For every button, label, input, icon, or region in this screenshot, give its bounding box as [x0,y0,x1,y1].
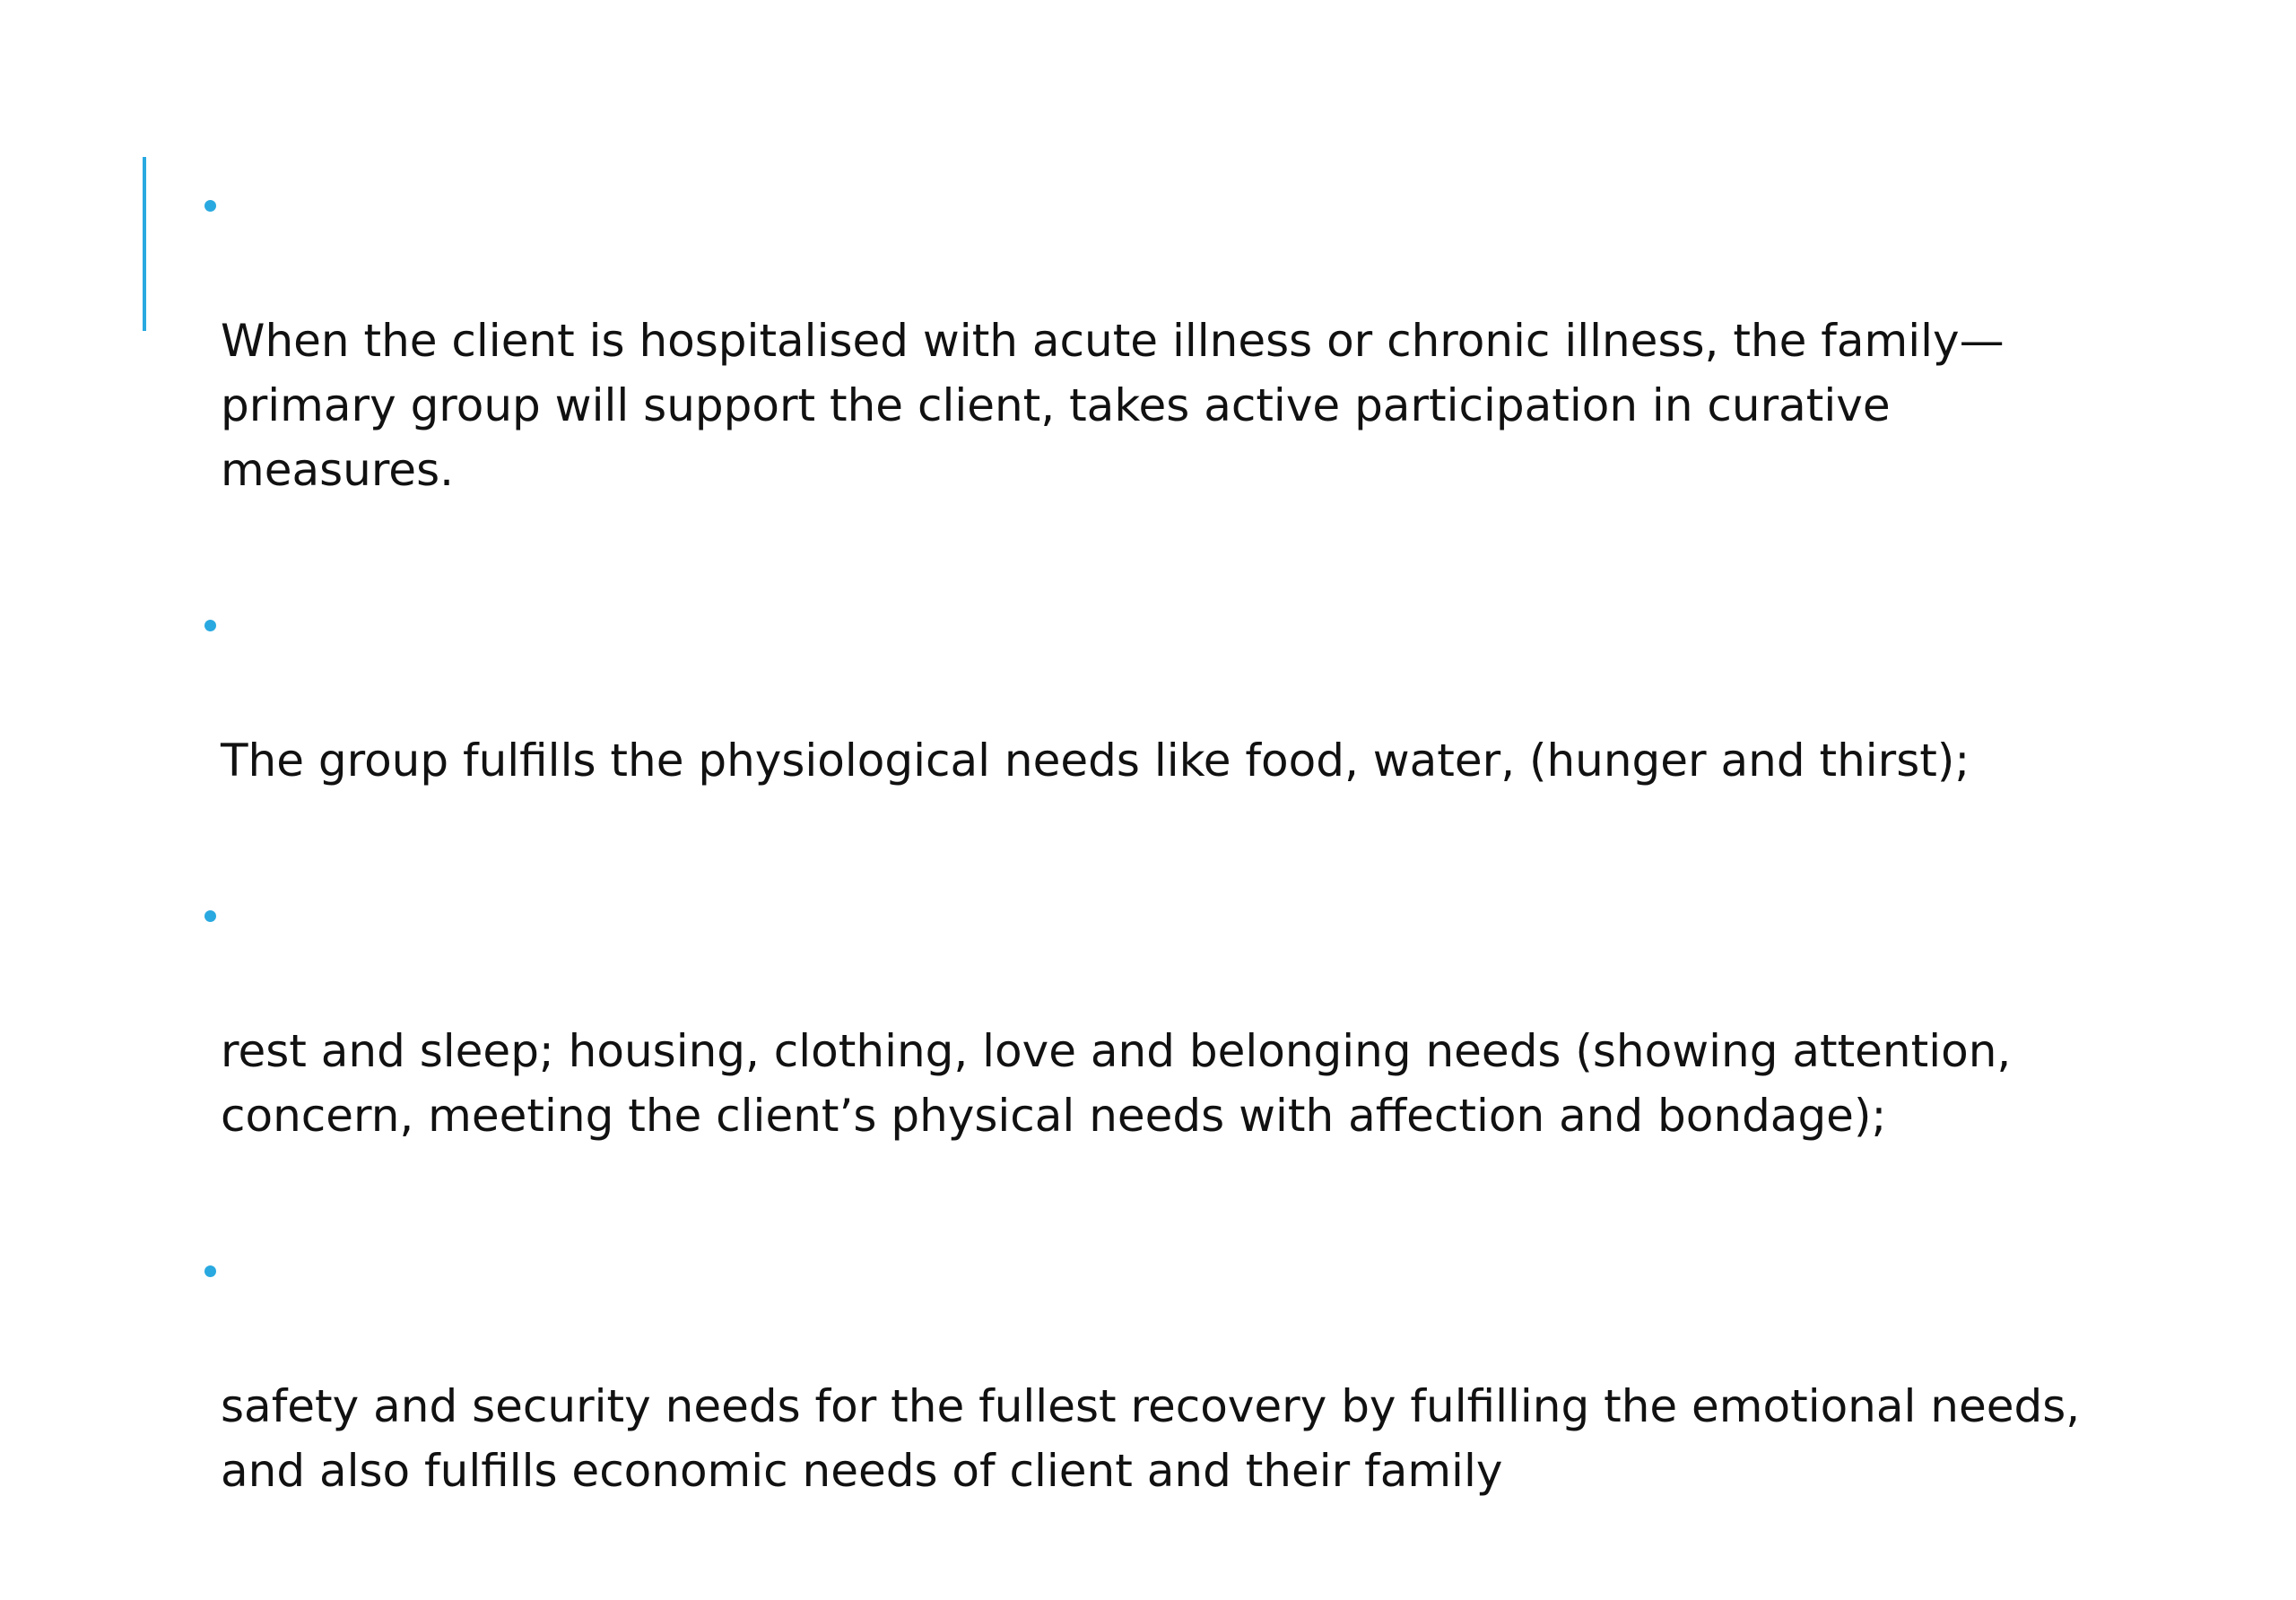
bullet-text: safety and security needs for the fullest recovery by fulfilling the emotional needs, and also fulfills economic needs of client and their family [221,1380,2081,1497]
bullet-item [204,599,2097,857]
bullet-text: When the client is hospitalised with acute illness or chronic illness, the family— primary group will support the client, takes active participation in curative measures. [221,315,2005,496]
bullet-dot-icon [204,620,216,631]
bullet-item [204,1245,2097,1568]
accent-bar [143,157,146,331]
bullet-dot-icon [204,1265,216,1277]
bullet-text: rest and sleep; housing, clothing, love and belonging needs (showing attention, concern, meeting the client’s physical needs with affection and bondage); [221,1025,2012,1142]
bullet-list [204,179,2097,1600]
bullet-item [204,890,2097,1213]
bullet-dot-icon [204,200,216,212]
bullet-dot-icon [204,910,216,922]
bullet-text: The group fulfills the physiological needs like food, water, (hunger and thirst); [221,735,1970,787]
bullet-item [204,179,2097,567]
